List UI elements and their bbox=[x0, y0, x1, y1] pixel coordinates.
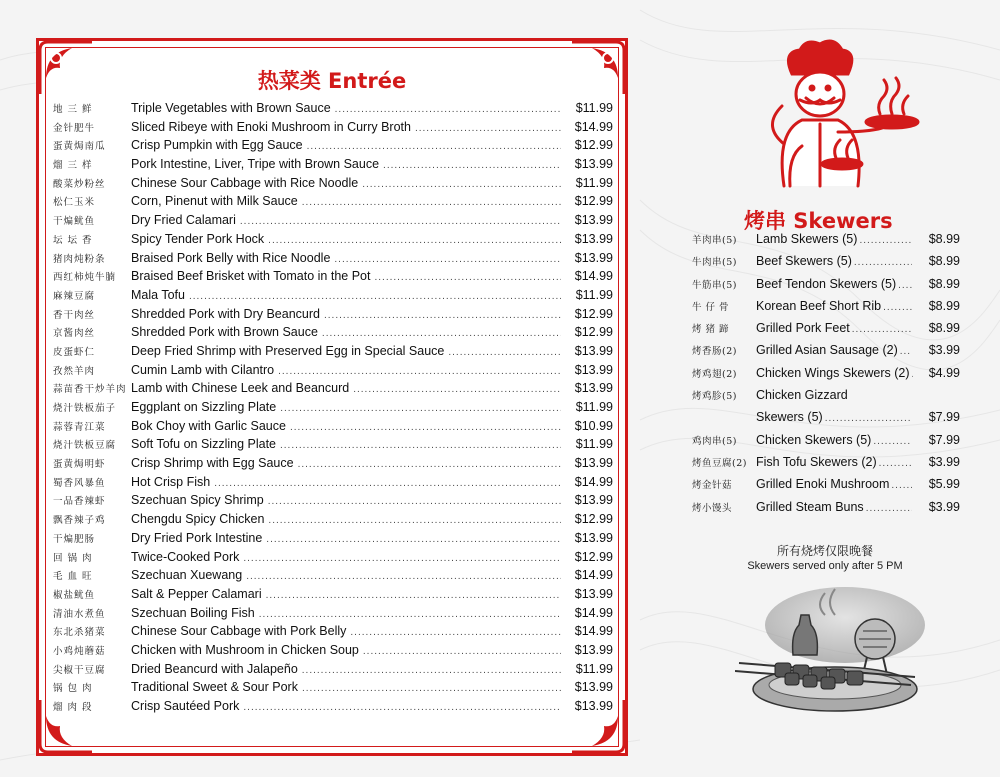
dish-chinese-name: 熘 肉 段 bbox=[53, 702, 93, 713]
dot-leader bbox=[415, 123, 561, 134]
dish-chinese-name: 一品香辣虾 bbox=[53, 496, 106, 508]
dish-english-name: Mala Tofu bbox=[131, 287, 185, 302]
dish-english-name: Eggplant on Sizzling Plate bbox=[131, 400, 277, 414]
skewer-english-name: Chicken Skewers (5) bbox=[756, 432, 872, 447]
dish-price: $14.99 bbox=[574, 474, 613, 489]
dish-english-name: Deep Fried Shrimp with Preserved Egg in Special Sauce bbox=[131, 343, 445, 358]
menu-item-row bbox=[53, 437, 613, 456]
skewer-english-name: Chicken Gizzard bbox=[756, 388, 848, 403]
dot-leader bbox=[268, 235, 561, 246]
dish-price: $13.99 bbox=[574, 231, 613, 246]
dish-english-name: Twice-Cooked Pork bbox=[131, 549, 240, 564]
menu-item-row bbox=[53, 680, 613, 699]
chef-illustration bbox=[742, 36, 922, 196]
menu-item-row bbox=[53, 381, 613, 400]
skewer-item-row bbox=[692, 433, 960, 455]
skewer-chinese-name: 烤鸡胗(5) bbox=[692, 391, 737, 403]
skewer-price: $3.99 bbox=[928, 499, 960, 514]
dish-chinese-name: 蒜蓉青江菜 bbox=[53, 421, 106, 433]
skewer-item-row bbox=[692, 500, 960, 522]
menu-item-row bbox=[53, 456, 613, 475]
dish-english-name: Chengdu Spicy Chicken bbox=[131, 512, 265, 527]
dish-english-name: Chicken with Mushroom in Chicken Soup bbox=[131, 642, 359, 657]
skewer-english-name: Korean Beef Short Rib bbox=[756, 298, 882, 313]
skewer-english-name: Beef Skewers (5) bbox=[756, 254, 852, 269]
dish-english-name: Dry Fried Pork Intestine bbox=[131, 530, 263, 545]
skewer-item-row bbox=[692, 321, 960, 343]
dot-leader bbox=[353, 384, 561, 395]
skewer-item-row bbox=[692, 455, 960, 477]
skewer-english-name: Grilled Enoki Mushroom bbox=[756, 477, 890, 492]
dish-english-name: Crisp Pumpkin with Egg Sauce bbox=[131, 138, 303, 153]
dish-price: $14.99 bbox=[574, 624, 613, 639]
dish-chinese-name: 锅 包 肉 bbox=[53, 683, 93, 695]
skewer-price: $5.99 bbox=[928, 477, 960, 492]
dot-leader bbox=[278, 366, 561, 377]
dish-english-name: Sliced Ribeye with Enoki Mushroom in Curry Broth bbox=[131, 119, 411, 134]
dish-chinese-name: 蛋黄焗南瓜 bbox=[53, 141, 106, 153]
skewer-chinese-name: 牛筋串(5) bbox=[692, 279, 737, 291]
skewer-chinese-name: 烤香肠(2) bbox=[692, 346, 737, 358]
dot-leader bbox=[825, 413, 912, 424]
entree-list bbox=[53, 101, 613, 718]
skewer-english-name: Chicken Wings Skewers (2) bbox=[756, 365, 910, 380]
skewers-note-chinese: 所有烧烤仅限晚餐 bbox=[776, 544, 873, 558]
dish-chinese-name: 回 锅 肉 bbox=[53, 552, 93, 564]
dish-chinese-name: 干煸肥肠 bbox=[53, 533, 96, 545]
dish-price: $13.99 bbox=[574, 343, 613, 358]
dish-price: $13.99 bbox=[574, 381, 613, 396]
dot-leader bbox=[302, 683, 561, 694]
skewer-price: $8.99 bbox=[928, 254, 960, 269]
dish-chinese-name: 熘 三 样 bbox=[53, 160, 93, 172]
dot-leader bbox=[854, 257, 912, 268]
dish-chinese-name: 干煸鱿鱼 bbox=[53, 216, 96, 228]
dot-leader bbox=[363, 646, 561, 657]
menu-item-row bbox=[53, 400, 613, 419]
dish-price: $13.99 bbox=[574, 642, 613, 657]
dish-price: $12.99 bbox=[574, 512, 613, 527]
dish-english-name: Triple Vegetables with Brown Sauce bbox=[131, 101, 331, 115]
dot-leader bbox=[290, 422, 561, 433]
dish-price: $13.99 bbox=[574, 250, 613, 265]
dish-english-name: Soft Tofu on Sizzling Plate bbox=[131, 437, 276, 452]
dish-chinese-name: 椒盐鱿鱼 bbox=[53, 589, 96, 601]
skewer-price: $3.99 bbox=[928, 454, 960, 469]
menu-item-row bbox=[53, 643, 613, 662]
skewer-price: $7.99 bbox=[928, 432, 960, 447]
skewer-chinese-name: 鸡肉串(5) bbox=[692, 435, 737, 447]
skewer-price: $8.99 bbox=[928, 321, 960, 336]
skewer-item-row bbox=[692, 366, 960, 388]
dish-english-name: Bok Choy with Garlic Sauce bbox=[131, 418, 286, 433]
skewer-item-row bbox=[692, 232, 960, 254]
skewer-chinese-name: 烤鱼豆腐(2) bbox=[692, 457, 747, 469]
dish-chinese-name: 东北杀猪菜 bbox=[53, 627, 106, 639]
dish-english-name: Corn, Pinenut with Milk Sauce bbox=[131, 194, 298, 209]
dot-leader bbox=[307, 141, 561, 152]
skewer-price: $7.99 bbox=[928, 410, 960, 425]
dish-english-name: Lamb with Chinese Leek and Beancurd bbox=[131, 381, 350, 396]
dish-price: $11.99 bbox=[575, 400, 613, 414]
skewer-price: $8.99 bbox=[928, 276, 960, 291]
dot-leader bbox=[214, 478, 561, 489]
skewer-chinese-name: 烤 猪 蹄 bbox=[692, 324, 730, 336]
dish-english-name: Braised Beef Brisket with Tomato in the Pot bbox=[131, 269, 371, 284]
dot-leader bbox=[302, 197, 561, 208]
entree-title: 热菜类 Entrée bbox=[257, 69, 407, 93]
skewers-note-english: Skewers served only after 5 PM bbox=[747, 560, 903, 572]
dot-leader bbox=[374, 272, 561, 283]
dish-price: $13.99 bbox=[574, 456, 613, 471]
dot-leader bbox=[322, 328, 561, 339]
menu-item-row bbox=[53, 363, 613, 382]
skewer-chinese-name: 牛肉串(5) bbox=[692, 257, 737, 269]
dish-chinese-name: 地 三 鲜 bbox=[53, 104, 93, 115]
skewer-item-row bbox=[692, 410, 960, 432]
dish-chinese-name: 蒜苗香干炒羊肉 bbox=[53, 384, 127, 396]
dish-chinese-name: 酸菜炒粉丝 bbox=[53, 178, 106, 190]
dish-chinese-name: 毛 血 旺 bbox=[53, 571, 93, 583]
menu-item-row bbox=[53, 213, 613, 232]
menu-item-row bbox=[53, 587, 613, 606]
dish-chinese-name: 烧汁铁板豆腐 bbox=[53, 440, 117, 452]
skewer-english-name: Grilled Asian Sausage (2) bbox=[756, 343, 898, 358]
dish-english-name: Hot Crisp Fish bbox=[131, 474, 211, 489]
menu-item-row bbox=[53, 120, 613, 139]
menu-item-row bbox=[53, 512, 613, 531]
dish-chinese-name: 坛 坛 香 bbox=[53, 234, 93, 246]
skewer-price: $4.99 bbox=[928, 365, 960, 380]
dish-price: $14.99 bbox=[574, 605, 613, 620]
menu-item-row bbox=[53, 307, 613, 326]
menu-item-row bbox=[53, 550, 613, 569]
dot-leader bbox=[866, 503, 912, 514]
skewer-list bbox=[692, 232, 960, 522]
menu-item-row bbox=[53, 568, 613, 587]
dish-chinese-name: 麻辣豆腐 bbox=[53, 290, 96, 302]
dish-chinese-name: 松仁玉米 bbox=[53, 197, 96, 209]
dish-english-name: Pork Intestine, Liver, Tripe with Brown Sauce bbox=[131, 157, 380, 172]
skewer-english-name: Fish Tofu Skewers (2) bbox=[756, 454, 877, 469]
skewer-price: $8.99 bbox=[928, 298, 960, 313]
dot-leader bbox=[350, 627, 561, 638]
dot-leader bbox=[243, 702, 561, 713]
skewer-english-name: Beef Tendon Skewers (5) bbox=[756, 276, 897, 291]
dish-price: $14.99 bbox=[574, 269, 613, 284]
dish-english-name: Dried Beancurd with Jalapeño bbox=[131, 661, 298, 676]
dish-english-name: Szechuan Xuewang bbox=[131, 568, 243, 583]
menu-item-row bbox=[53, 325, 613, 344]
dish-chinese-name: 皮蛋虾仁 bbox=[53, 346, 96, 358]
grill-illustration bbox=[735, 585, 935, 720]
dish-english-name: Chinese Sour Cabbage with Pork Belly bbox=[131, 624, 347, 639]
skewer-item-row bbox=[692, 299, 960, 321]
dish-price: $13.99 bbox=[574, 586, 613, 601]
dish-price: $13.99 bbox=[574, 699, 613, 713]
dish-chinese-name: 飘香辣子鸡 bbox=[53, 515, 106, 527]
menu-item-row bbox=[53, 138, 613, 157]
dish-chinese-name: 猪肉炖粉条 bbox=[53, 253, 106, 265]
dot-leader bbox=[362, 179, 561, 190]
dish-chinese-name: 西红柿炖牛腩 bbox=[53, 272, 117, 284]
dot-leader bbox=[335, 104, 561, 115]
dot-leader bbox=[873, 436, 912, 447]
menu-item-row bbox=[53, 251, 613, 270]
skewer-item-row bbox=[692, 477, 960, 499]
dish-price: $11.99 bbox=[575, 175, 613, 190]
dish-price: $13.99 bbox=[574, 680, 613, 695]
dish-english-name: Szechuan Spicy Shrimp bbox=[131, 493, 264, 508]
dot-leader bbox=[334, 254, 561, 265]
dish-chinese-name: 蜀香风暴鱼 bbox=[53, 477, 106, 489]
dish-chinese-name: 清油水煮鱼 bbox=[53, 608, 106, 620]
skewer-english-name: Lamb Skewers (5) bbox=[756, 232, 858, 246]
dish-price: $13.99 bbox=[574, 493, 613, 508]
skewer-chinese-name: 羊肉串(5) bbox=[692, 235, 737, 246]
dot-leader bbox=[266, 534, 561, 545]
skewer-price: $3.99 bbox=[928, 343, 960, 358]
skewer-item-row bbox=[692, 388, 960, 410]
dish-price: $11.99 bbox=[575, 661, 613, 676]
dot-leader bbox=[879, 458, 912, 469]
skewers-title: 烤串 Skewers bbox=[744, 209, 893, 233]
menu-item-row bbox=[53, 624, 613, 643]
dish-chinese-name: 蛋黄焗明虾 bbox=[53, 459, 106, 471]
dish-english-name: Chinese Sour Cabbage with Rice Noodle bbox=[131, 175, 359, 190]
menu-item-row bbox=[53, 157, 613, 176]
skewer-price: $8.99 bbox=[928, 232, 960, 246]
skewer-chinese-name: 烤鸡翅(2) bbox=[692, 368, 737, 380]
dish-english-name: Shredded Pork with Dry Beancurd bbox=[131, 306, 320, 321]
dish-english-name: Traditional Sweet & Sour Pork bbox=[131, 680, 298, 695]
dot-leader bbox=[240, 216, 561, 227]
dot-leader bbox=[859, 235, 912, 246]
dot-leader bbox=[302, 665, 561, 676]
dish-english-name: Crisp Sautéed Pork bbox=[131, 699, 240, 713]
dish-chinese-name: 烧汁铁板茄子 bbox=[53, 403, 117, 414]
dot-leader bbox=[883, 302, 912, 313]
menu-item-row bbox=[53, 194, 613, 213]
menu-item-row bbox=[53, 606, 613, 625]
menu-item-row bbox=[53, 493, 613, 512]
dot-leader bbox=[243, 553, 561, 564]
dot-leader bbox=[268, 515, 561, 526]
dish-english-name: Crisp Shrimp with Egg Sauce bbox=[131, 456, 294, 471]
dish-price: $11.99 bbox=[575, 287, 613, 302]
dot-leader bbox=[280, 440, 561, 451]
dish-english-name: Salt & Pepper Calamari bbox=[131, 586, 262, 601]
menu-item-row bbox=[53, 419, 613, 438]
menu-item-row bbox=[53, 176, 613, 195]
skewer-chinese-name: 烤金针菇 bbox=[692, 480, 733, 492]
skewer-chinese-name: 牛 仔 骨 bbox=[692, 301, 730, 313]
dish-price: $13.99 bbox=[574, 213, 613, 228]
dish-english-name: Braised Pork Belly with Rice Noodle bbox=[131, 250, 331, 265]
menu-item-row bbox=[53, 531, 613, 550]
dish-english-name: Cumin Lamb with Cilantro bbox=[131, 362, 275, 377]
dish-chinese-name: 小鸡炖蘑菇 bbox=[53, 645, 106, 657]
skewer-item-row bbox=[692, 277, 960, 299]
dish-english-name: Dry Fried Calamari bbox=[131, 213, 236, 228]
dot-leader bbox=[891, 480, 912, 491]
menu-item-row bbox=[53, 662, 613, 681]
dish-price: $14.99 bbox=[574, 568, 613, 583]
dish-price: $12.99 bbox=[574, 549, 613, 564]
menu-item-row bbox=[53, 699, 613, 718]
dish-english-name: Shredded Pork with Brown Sauce bbox=[131, 325, 318, 340]
dish-price: $12.99 bbox=[574, 138, 613, 153]
dot-leader bbox=[898, 280, 912, 291]
skewer-item-row bbox=[692, 254, 960, 276]
dot-leader bbox=[189, 291, 561, 302]
menu-item-row bbox=[53, 269, 613, 288]
menu-item-row bbox=[53, 344, 613, 363]
dot-leader bbox=[246, 571, 561, 582]
dish-price: $12.99 bbox=[574, 194, 613, 209]
menu-item-row bbox=[53, 101, 613, 120]
dot-leader bbox=[259, 609, 561, 620]
dot-leader bbox=[280, 403, 561, 414]
dot-leader bbox=[383, 160, 561, 171]
entree-panel bbox=[36, 38, 628, 756]
dish-price: $12.99 bbox=[574, 325, 613, 340]
dish-price: $11.99 bbox=[575, 101, 613, 115]
dish-chinese-name: 孜然羊肉 bbox=[53, 365, 96, 377]
dish-english-name: Szechuan Boiling Fish bbox=[131, 605, 255, 620]
menu-item-row bbox=[53, 475, 613, 494]
dot-leader bbox=[324, 310, 561, 321]
skewer-chinese-name: 烤小馒头 bbox=[692, 502, 733, 514]
menu-item-row bbox=[53, 288, 613, 307]
dot-leader bbox=[268, 496, 561, 507]
skewer-english-name: Grilled Steam Buns bbox=[756, 499, 864, 514]
dot-leader bbox=[852, 324, 912, 335]
skewer-item-row bbox=[692, 343, 960, 365]
dish-price: $11.99 bbox=[575, 437, 613, 452]
dish-price: $12.99 bbox=[574, 306, 613, 321]
dish-chinese-name: 京酱肉丝 bbox=[53, 328, 96, 340]
dish-price: $13.99 bbox=[574, 530, 613, 545]
dish-chinese-name: 尖椒干豆腐 bbox=[53, 664, 106, 676]
dish-english-name: Spicy Tender Pork Hock bbox=[131, 231, 265, 246]
skewer-english-name: Grilled Pork Feet bbox=[756, 321, 850, 336]
dot-leader bbox=[298, 459, 561, 470]
dish-price: $10.99 bbox=[574, 418, 613, 433]
dish-chinese-name: 香干肉丝 bbox=[53, 309, 96, 321]
dish-chinese-name: 金针肥牛 bbox=[53, 122, 96, 134]
dot-leader bbox=[900, 346, 912, 357]
dot-leader bbox=[448, 347, 561, 358]
dish-price: $14.99 bbox=[574, 119, 613, 134]
skewer-english-name: Skewers (5) bbox=[756, 410, 823, 425]
dot-leader bbox=[266, 590, 561, 601]
menu-item-row bbox=[53, 232, 613, 251]
dish-price: $13.99 bbox=[574, 157, 613, 172]
dish-price: $13.99 bbox=[574, 362, 613, 377]
